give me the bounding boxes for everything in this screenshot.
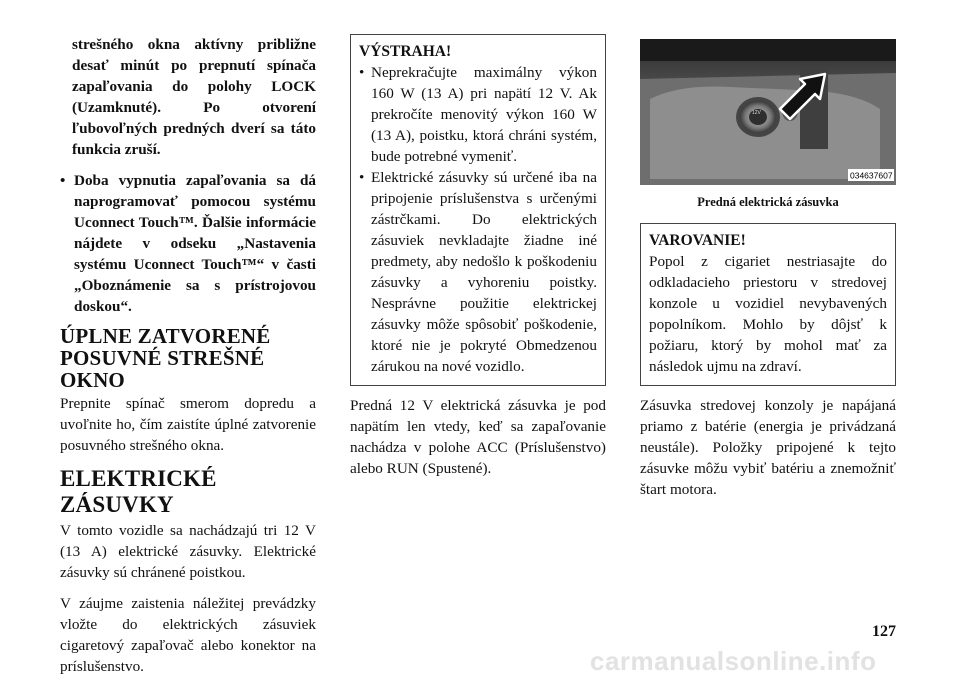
paragraph-console-outlet: Zásuvka stredovej konzoly je napájaná priamo z batérie (energia je privádzaná neustále). Položky pripojené k tejto zásuvke môžu vybiť batériu a znemožniť štart motora. xyxy=(640,397,896,498)
image-code: 034637607 xyxy=(850,170,893,181)
svg-text:12V: 12V xyxy=(752,110,761,116)
page-number: 127 xyxy=(872,623,896,640)
image-caption: Predná elektrická zásuvka xyxy=(697,195,839,209)
warning-item xyxy=(359,62,597,167)
warning-box xyxy=(350,34,606,386)
heading-power-outlets: ELEKTRICKÉ ZÁSUVKY xyxy=(60,466,217,517)
bullet-icon: • xyxy=(359,169,365,186)
paragraph-outlets-usage: V záujme zaistenia náležitej prevádzky vložte do elektrických zásuviek cigaretový zapaľovač alebo konektor na príslušenstvo. xyxy=(60,595,316,675)
column-right xyxy=(640,34,896,510)
warning-list xyxy=(359,62,597,377)
caution-title: VAROVANIE! xyxy=(649,232,746,249)
watermark: carmanualsonline.info xyxy=(590,646,877,676)
warning-title: VÝSTRAHA! xyxy=(359,43,452,60)
warning-item xyxy=(359,167,597,377)
power-outlet-photo xyxy=(640,39,896,185)
caution-box xyxy=(640,223,896,386)
bullet-icon: • xyxy=(60,172,66,189)
paragraph-front-outlet: Predná 12 V elektrická zásuvka je pod napätím len vtedy, keď sa zapaľovanie nachádza v polohe ACC (Príslušenstvo) alebo RUN (Spustené). xyxy=(350,397,606,477)
column-left xyxy=(60,34,316,687)
caution-text: Popol z cigariet nestriasajte do odkladacieho priestoru v stredovej konzole u vozidiel nevybavených popolníkom. Mohlo by dôjsť k požiaru, ktorý by mohol mať za následok ujmu na zdraví. xyxy=(649,253,887,375)
bullet-icon: • xyxy=(359,64,365,81)
paragraph-outlets-intro: V tomto vozidle sa nachádzajú tri 12 V (13 A) elektrické zásuvky. Elektrické zásuvky sú chránené poistkou. xyxy=(60,522,316,581)
list-item-text: Doba vypnutia zapaľovania sa dá naprogramovať pomocou systému Uconnect Touch™. Ďalšie informácie nájdete v odseku „Nastavenia systému Uconnect Touch™“ v časti „Oboznámenie sa s prístrojovou doskou“. xyxy=(74,172,316,315)
paragraph-sunroof: Prepnite spínač smerom dopredu a uvoľnite ho, čím zaistíte úplné zatvorenie posuvného strešného okna. xyxy=(60,395,316,454)
warning-item-text: Neprekračujte maximálny výkon 160 W (13 A) pri napätí 12 V. Ak prekročíte menovitý výkon 160 W (13 A), poistku, ktorá chráni systém, bude potrebné vymeniť. xyxy=(371,64,597,165)
lead-fragment: strešného okna aktívny približne desať minút po prepnutí spínača zapaľovania do polohy LOCK (Uzamknuté). Po otvorení ľubovoľných predných dverí sa táto funkcia zruší. xyxy=(72,36,316,158)
heading-sunroof-close: ÚPLNE ZATVORENÉ POSUVNÉ STREŠNÉ OKNO xyxy=(60,324,271,392)
list-item xyxy=(60,170,316,317)
warning-item-text: Elektrické zásuvky sú určené iba na pripojenie príslušenstva s určenými zástrčkami. Do elektrických zásuviek nevkladajte žiadne iné predmety, aby nedošlo k poškodeniu zásuvky a vyhoreniu poistky. Nesprávne použitie elektrickej zásuvky môže spôsobiť poškodenie, ktoré nie je pokryté Obmedzenou zárukou na nové vozidlo. xyxy=(371,169,597,375)
column-middle xyxy=(350,34,606,489)
bullet-list xyxy=(60,170,316,317)
